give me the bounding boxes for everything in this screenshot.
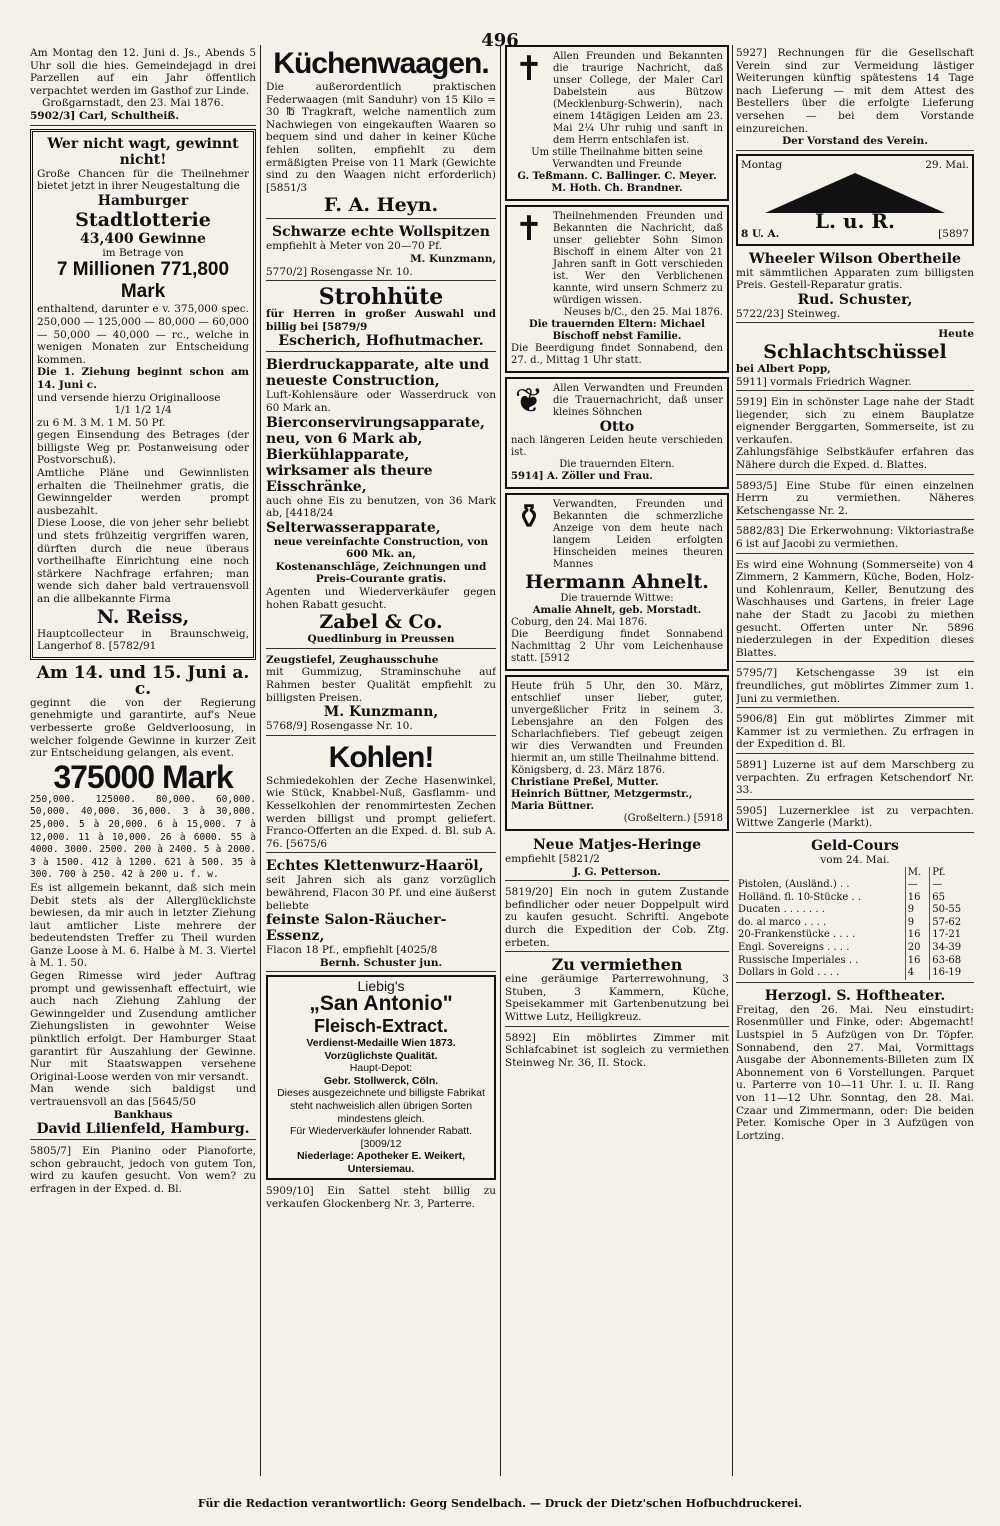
obit-text: Die Beerdigung findet Sonnabend Nachmittag 2 Uhr vom Leichenhause statt. [5912 <box>511 629 723 664</box>
kurs-cell: 4 <box>905 967 929 980</box>
kurs-cell: — <box>932 879 943 891</box>
lur-time: 8 U. A. <box>741 227 780 240</box>
column-rule <box>260 45 261 1476</box>
ad-firm: Bernh. Schuster jun. <box>319 956 443 969</box>
ad-signature: Der Vorstand des Verein. <box>782 135 928 148</box>
lotto-text: gegen Einsendung des Betrages (der billigste Weg pr. Postanweisung oder Postvorschuß). <box>37 429 249 467</box>
obit-text: Die trauernde Wittwe: <box>560 593 674 604</box>
kurs-row <box>736 942 974 955</box>
ad-signature: 5902/3] Carl, Schultheiß. <box>30 109 179 122</box>
ad-depot-label: Haupt-Depot: <box>349 1062 413 1075</box>
ad-text: empfiehlt à Meter von 20—70 Pf. <box>266 240 442 253</box>
kurs-cell: 50-55 <box>932 904 962 916</box>
obituary-bischoff <box>505 205 729 373</box>
kurs-col-header: Pf. <box>932 866 946 878</box>
kurs-cell: 63-68 <box>932 954 962 966</box>
obit-signers: Die trauernden Eltern: Michael Bischoff nebst Familie. <box>529 319 705 342</box>
obit-name: Otto <box>599 419 635 435</box>
ad-haaroel <box>266 856 496 972</box>
column-4 <box>736 45 974 1476</box>
cross-icon: ✝ <box>514 209 544 249</box>
ad-text: 5893/5] Eine Stube für einen einzelnen Herrn zu vermiethen. Näheres Ketschengasse Nr. 2. <box>736 479 974 517</box>
ad-niederlage: Niederlage: Apotheker E. Weikert, Untersiemau. <box>296 1150 466 1175</box>
ad-bierapparate <box>266 355 496 649</box>
ad-text: 5882/83] Die Erkerwohnung: Viktoriastraße 6 ist auf Jacobi zu vermiethen. <box>736 525 974 551</box>
ad-firm: David Lilienfeld, Hamburg. <box>36 1121 250 1138</box>
ad-stube <box>736 478 974 521</box>
ad-text: neue vereinfachte Construction, von 600 Mk. an, <box>273 535 489 561</box>
ad-vermiethen <box>505 955 729 1026</box>
ad-kuechenwaagen <box>266 45 496 219</box>
ad-luzernerklee <box>736 803 974 833</box>
lotto-betrag: im Betrage von <box>102 246 184 259</box>
ad-text: Freitag, den 26. Mai. Neu einstudirt: Rosenmüller und Finke, oder: Abgemacht! Lustspiel in 5 Aufzügen von Dr. Töpfer. Sonnabend, den 27. Mai, Vormittags Ausgabe der Abonnements-Billeten zum IX Abonnement von 6 Vorstellungen. Parquet u. Parterre von 10—11 Uhr. I. u. II. Rang von 11—12 Uhr. Sonntag, den 28. Mai. Czaar und Zimmermann, oder: Die beiden Peter. Komische Oper in 3 Aufzügen von Lortzing. <box>736 1003 974 1142</box>
ad-text: empfiehlt [5821/2 <box>505 853 600 865</box>
ad-schlachtschuessel <box>736 326 974 391</box>
ad-text: Heute <box>938 328 974 341</box>
obit-text: Um stille Theilnahme bitten seine Verwandten und Freunde <box>531 147 703 170</box>
obit-text: Verwandten, Freunden und Bekannten die schmerzliche Anzeige von dem heute nach langem Leiden erfolgten Hinscheiden meines theuren Mannes <box>553 499 723 570</box>
obit-text: (Großeltern.) [5918 <box>623 813 723 824</box>
ad-line: Bierkühlapparate, wirksamer als theure Eisschränke, <box>266 446 433 495</box>
ad-text: 5805/7] Ein Pianino oder Pianoforte, schon gebraucht, jedoch von gutem Ton, wird zu kaufen gesucht. Von wem? zu erfragen in der Exped. d. Bl. <box>30 1145 256 1195</box>
lotto-headline: Wer nicht wagt, gewinnt nicht! <box>47 135 239 168</box>
ad-firm: M. Kunzmann, <box>410 252 496 265</box>
ad-text: 5891] Luzerne ist auf dem Marschberg zu verpachten. Zu erfragen Ketschendorf Nr. 33. <box>736 758 974 797</box>
kurs-cell: 16 <box>905 892 929 905</box>
ad-text: 5905] Luzernerklee ist zu verpachten. Wittwe Zangerle (Markt). <box>736 804 974 830</box>
lotto-firm: N. Reiss, <box>96 605 190 628</box>
ad-lur <box>736 154 974 246</box>
lotto-millionen: 7 Millionen 771,800 Mark <box>56 259 230 303</box>
kurs-cell: Holländ. fl. 10-Stücke . . <box>736 892 905 905</box>
ad-doppelpult <box>505 884 729 952</box>
obituary-fritz <box>505 675 729 831</box>
ad-line: Selterwasserapparate, <box>266 519 441 536</box>
ad-text: 5919] Ein in schönster Lage nahe der Stadt liegender, sich zu einem Bauplatze eignender Berggarten, Sommerseite, ist zu verkaufen. <box>736 396 974 446</box>
ad-line: Bierconservirungsapparate, neu, von 6 Mark ab, <box>266 414 485 447</box>
lotto-gewinne: 43,400 Gewinne <box>80 230 206 247</box>
ad-wohnung-gesucht <box>736 557 974 663</box>
ad-firm: M. Kunzmann, <box>323 704 439 721</box>
lotto-ziehung: Die 1. Ziehung beginnt schon am 14. Juni c. <box>37 366 249 391</box>
ad-text: Kostenanschläge, Zeichnungen und Preis-Courante gratis. <box>275 560 487 586</box>
obit-date: Königsberg, d. 23. März 1876. <box>511 765 666 776</box>
obit-date: Neuses b/C., den 25. Mai 1876. <box>563 307 723 318</box>
kurs-headline: Geld-Cours <box>811 837 899 854</box>
ad-headline: Zu vermiethen <box>551 955 683 975</box>
ad-city: Quedlinburg in Preussen <box>307 633 455 646</box>
ad-firm: Escherich, Hofhutmacher. <box>278 333 484 350</box>
kurs-cell: Dollars in Gold . . . . <box>736 967 905 980</box>
lur-name: L. u. R. <box>814 209 896 234</box>
ad-place: Großgarnstadt, den 23. Mai 1876. <box>42 97 224 110</box>
kurs-cell: 57-62 <box>932 916 962 928</box>
lotto-text: Amtliche Pläne und Gewinnlisten erhalten die Theilnehmer gratis, die Gewinngelder werden prompt ausbezahlt. <box>37 467 249 517</box>
lotto-prices: zu 6 M. 3 M. 1 M. 50 Pf. <box>37 416 166 429</box>
ad-firm: F. A. Heyn. <box>323 194 439 217</box>
ad-big-amount: 375000 Mark <box>53 758 233 795</box>
ad-headline: Schwarze echte Wollspitzen <box>272 224 490 241</box>
ad-headline: Strohhüte <box>318 284 444 311</box>
ad-text: Schmiedekohlen der Zeche Hasenwinkel, wie Stück, Knabbel-Nuß, Gasflamm- und Kesselkohlen der renommirtesten Zechen werden billigst und prompt geliefert. Franco-Offerten an die Exped. d. Bl. sub A. 76. [5675/6 <box>266 774 496 850</box>
ad-text: mit Gummizug, Straminschuhe auf Rahmen bester Qualität empfiehlt zu billigsten Preisen. <box>266 666 496 704</box>
ad-product: Fleisch-Extract. <box>313 1015 449 1036</box>
kurs-cell: — <box>905 879 929 892</box>
ad-luzerne <box>736 757 974 800</box>
obit-text: Heute früh 5 Uhr, den 30. März, entschlief unser lieber, guter, unvergeßlicher Fritz in seinem 3. Lebensjahre an den Folgen des Scharlachfiebers. Tief gebeugt zeigen wir dies Verwandten und Freunden hiermit an, um stille Theilnahme bittend. <box>511 681 723 764</box>
ad-text: geginnt die von der Regierung genehmigte und garantirte, auf's Neue verbesserte große Geldverloosung, in welcher folgende Gewinne in kurzer Zeit zur Entscheidung gelangen, als event. <box>30 696 256 760</box>
obit-text: Allen Verwandten und Freunden die Trauernachricht, daß unser kleines Söhnchen <box>553 383 723 418</box>
ad-wollspitzen <box>266 222 496 281</box>
ad-moebl-zimmer <box>505 1030 729 1072</box>
obit-signers: Amalie Ahnelt, geb. Morstadt. <box>532 605 702 616</box>
obit-text: Die trauernden Eltern. <box>559 459 675 470</box>
ad-wheeler <box>736 249 974 324</box>
gravestone-icon: ⚱ <box>514 497 544 537</box>
ad-text: eine geräumige Parterrewohnung, 3 Stuben, 3 Kammern, Küche, Speisekammer mit Gartenbenutzung bei Wittwe Lutz, Heiligkreuz. <box>505 973 729 1023</box>
ad-text: Zahlungsfähige Selbstkäufer erfahren das Nähere durch die Exped. d. Blattes. <box>736 446 974 472</box>
obit-signers: 5914] A. Zöller und Frau. <box>511 471 653 482</box>
obit-text: Allen Freunden und Bekannten die traurige Nachricht, daß unser College, der Maler Carl Dabelstein aus Bützow (Mecklenburg-Schwerin), nach einem 14tägigen Leiden am 23. Mai 2¼ Uhr ruhig und sanft in dem Herrn entschlafen ist. <box>553 51 723 146</box>
kurs-row <box>736 917 974 930</box>
ad-quality: Vorzüglichste Qualität. <box>324 1049 438 1062</box>
kurs-cell: 16-19 <box>932 967 962 979</box>
ad-zimmer-1 <box>736 665 974 708</box>
ad-headline: Zeugstiefel, Zeughausschuhe <box>266 653 439 666</box>
ad-medal: Verdienst-Medaille Wien 1873. <box>306 1036 456 1049</box>
lotto-intro: Große Chancen für die Theilnehmer bietet jetzt in ihrer Neugestaltung die <box>37 167 249 193</box>
ad-brand: Liebig's <box>357 978 405 995</box>
column-rule <box>732 45 733 1476</box>
ad-headline: Wheeler Wilson Obertheile <box>749 250 961 267</box>
kurs-cell: do. al marco . . . . <box>736 917 905 930</box>
kurs-cell: 20-Frankenstücke . . . . <box>736 929 905 942</box>
obit-date: Coburg, den 24. Mai 1876. <box>511 617 648 628</box>
lotto-title: Stadtlotterie <box>75 208 211 231</box>
ad-text: 5819/20] Ein noch in gutem Zustande befindlicher oder neuer Doppelpult wird zu kaufen gesucht. Schriftl. Angebote durch die Expedition der Cob. Ztg. erbeten. <box>505 886 729 949</box>
ad-bank: Bankhaus <box>113 1108 173 1121</box>
ad-text: 5906/8] Ein gut möblirtes Zimmer mit Kammer ist zu vermiethen. Zu erfragen in der Expedition d. Bl. <box>736 713 974 751</box>
obituary-dabelstein <box>505 45 729 201</box>
obit-text: Theilnehmenden Freunden und Bekannten die Nachricht, daß unser geliebter Sohn Simon Bischoff in einem Alter von 21 Jahren sanft in Gott verschieden ist. Wer den Verblichenen kannte, wird unsern Schmerz zu würdigen wissen. <box>553 211 723 306</box>
ad-stadtlotterie <box>30 129 256 660</box>
ad-zeugstiefel <box>266 652 496 736</box>
obit-signers: G. Teßmann. C. Ballinger. C. Meyer. M. Hoth. Ch. Brandner. <box>517 171 717 194</box>
kurs-cell: 16 <box>905 955 929 968</box>
ad-rechnungen <box>736 45 974 151</box>
lur-day: Montag <box>741 158 783 171</box>
ad-text: auch ohne Eis zu benutzen, von 36 Mark ab, [4418/24 <box>266 494 496 520</box>
kurs-row <box>736 955 974 968</box>
column-2 <box>266 45 496 1476</box>
ad-text: 5795/7] Ketschengasse 39 ist ein freundliches, gut möblirtes Zimmer zum 1. Juni zu vermiethen. <box>736 667 974 705</box>
kurs-cell: Engl. Sovereigns . . . . <box>736 942 905 955</box>
ad-headline: Echtes Klettenwurz-Haaröl, <box>266 858 484 875</box>
ad-kohlen <box>266 739 496 854</box>
ad-liebig <box>266 975 496 1180</box>
ad-text: mit sämmtlichen Apparaten zum billigsten Preis. Gestell-Reparatur gratis. <box>736 266 974 292</box>
ad-headline: Am 14. und 15. Juni a. c. <box>36 662 250 699</box>
ad-text: Es ist allgemein bekannt, daß sich mein Debit stets als der Allerglücklichste bewiesen, da mir auch in letzter Ziehung laut amtlicher Liste mehrere der bedeutendsten Treffer zu Theil wurden Ganze Loose à M. 6. Halbe à M. 3. Viertel à M. 1. 50. <box>30 881 256 970</box>
ad-sattel <box>266 1183 496 1212</box>
ad-address: 5722/23] Steinweg. <box>736 307 841 320</box>
kurs-cell: 9 <box>905 904 929 917</box>
ad-text: Flacon 18 Pf., empfiehlt [4025/8 <box>266 944 438 957</box>
ad-firm: J. G. Petterson. <box>573 865 661 878</box>
obit-signers: Maria Büttner. <box>511 801 595 812</box>
ad-line: Bierdruckapparate, alte und neueste Construction, <box>266 357 490 390</box>
kurs-cell: 65 <box>932 891 945 903</box>
lur-ref: [5897 <box>938 227 969 240</box>
ad-geldverloosung <box>30 663 256 1140</box>
lotto-text: enthaltend, darunter e v. 375,000 spec. 250,000 — 125,000 — 80,000 — 60,000 — 50,000 — 40,000 — rc., welche in wenigen Monaten zur Entscheidung kommen. <box>37 303 249 366</box>
ad-text: Luft-Kohlensäure oder Wasserdruck von 60 Mark an. <box>266 389 496 414</box>
obit-signers: Christiane Preßel, Mutter. <box>511 777 659 788</box>
column-rule <box>500 45 501 1476</box>
ad-erkerwohnung <box>736 523 974 553</box>
lotto-text: und versende hierzu Originalloose <box>37 391 221 404</box>
lotto-fractions: 1/1 1/2 1/4 <box>114 404 172 417</box>
ad-matjes <box>505 835 729 881</box>
obit-signers: Heinrich Büttner, Metzgermstr., <box>511 789 693 800</box>
imprint-footer: Für die Redaction verantwortlich: Georg Sendelbach. — Druck der Dietz'schen Hofbuchdruckerei. <box>197 1497 803 1510</box>
ad-berggarten <box>736 394 974 475</box>
kurs-row <box>736 892 974 905</box>
ad-text: 5927] Rechnungen für die Gesellschaft Verein sind zur Vermeidung lästiger Weiterungen künftig spätestens 14 Tage nach Lieferung — mit dem Attest des Bestellers über die erfolgte Lieferung versehen — bei dem Vorstande einzureichen. <box>736 47 974 135</box>
ad-text: für Herren in großer Auswahl und billig bei [5879/9 <box>266 308 496 333</box>
cross-icon: ✝ <box>514 49 544 89</box>
kurs-row <box>736 967 974 980</box>
ad-address: 5768/9] Rosengasse Nr. 10. <box>266 720 413 733</box>
obit-text: nach längeren Leiden heute verschieden ist. <box>511 435 723 458</box>
kurs-cell: Pistolen, (Ausländ.) . . <box>736 879 905 892</box>
kurs-cell: 20 <box>905 942 929 955</box>
ad-address: 5770/2] Rosengasse Nr. 10. <box>266 265 413 278</box>
ad-text: Man wende sich baldigst und vertrauensvoll an das [5645/50 <box>30 1083 256 1108</box>
kurs-cell: 9 <box>905 917 929 930</box>
ad-depot: Gebr. Stollwerck, Cöln. <box>323 1074 439 1087</box>
ad-hoftheater <box>736 986 974 1145</box>
kurs-cell: 34-39 <box>932 942 962 954</box>
column-1 <box>30 45 256 1476</box>
ad-text: Gegen Rimesse wird jeder Auftrag prompt und gewissenhaft effectuirt, wie auch nach Ziehung Zahlung der Gewinngelder und Zusendung amtlicher Ziehungslisten in gewohnter Weise pünktlich erfolgt. Der Hamburger Staat garantirt für Auszahlung der Gewinne. Nur mit Staatswappen versehene Original-Loose werden von mir versandt. <box>30 970 256 1083</box>
ad-text: Dieses ausgezeichnete und billigste Fabrikat steht nachweislich allen übrigen Sorten mindestens gleich. <box>277 1087 485 1125</box>
ad-text: 5892] Ein möblirtes Zimmer mit Schlafcabinet ist sogleich zu vermiethen Steinweg Nr. 36, II. Stock. <box>505 1031 729 1069</box>
ad-text: Am Montag den 12. Juni d. Js., Abends 5 Uhr soll die hies. Gemeindejagd in drei Parzellen auf ein Jahr öffentlich verpachtet werden im Gasthof zur Linde. <box>30 47 256 97</box>
weeping-willow-icon: ❦ <box>514 381 544 421</box>
ad-headline: Schlachtschüssel <box>763 340 947 363</box>
ad-headline: Herzogl. S. Hoftheater. <box>764 987 946 1004</box>
kurs-row <box>736 879 974 892</box>
lotto-address: Hauptcollecteur in Braunschweig, Langerhof 8. [5782/91 <box>37 627 249 653</box>
kurs-cell: 17-21 <box>932 929 962 941</box>
ad-prize-list: 250,000. 125000. 80,000. 60,000. 50,000. 40,000. 36,000. 3 à 30,000. 25,000. 5 à 20,000. 6 à 15,000. 7 à 12,000. 11 à 10,000. 26 à 6000. 55 à 4000. 3000. 2500. 200 à 2400. 5 à 2000. 3 à 1500. 412 à 1200. 621 à 500. 35 à 300. 700 à 250. 42 à 200 u. f. w. <box>30 793 256 881</box>
lur-date: 29. Mai. <box>925 158 969 171</box>
obituary-ahnelt <box>505 493 729 671</box>
page-number: 496 <box>481 30 519 51</box>
ad-text: Agenten und Wiederverkäufer gegen hohen Rabatt gesucht. <box>266 586 496 611</box>
ad-gemeindejagd <box>30 45 256 126</box>
geld-cours <box>736 836 974 983</box>
kurs-date: vom 24. Mai. <box>820 853 890 866</box>
obituary-otto <box>505 377 729 489</box>
ad-headline: feinste Salon-Räucher-Essenz, <box>266 912 447 945</box>
ad-firm: Zabel & Co. <box>319 611 443 634</box>
obit-text: Die Beerdigung findet Sonnabend, den 27. d., Mittag 1 Uhr statt. <box>511 343 723 366</box>
ad-zimmer-2 <box>736 711 974 754</box>
kurs-cell: 16 <box>905 929 929 942</box>
lotto-hamburger: Hamburger <box>97 192 189 209</box>
ad-headline: Neue Matjes-Heringe <box>532 837 702 853</box>
ad-strohhuete <box>266 284 496 352</box>
ad-pianino <box>30 1143 256 1197</box>
ad-headline: Kohlen! <box>328 740 434 774</box>
kurs-cell: Russische Imperiales . . <box>736 955 905 968</box>
ad-text: seit Jahren sich als ganz vorzüglich bewährend, Flacon 30 Pf. und eine äußerst beliebte <box>266 874 496 912</box>
column-3 <box>505 45 729 1476</box>
lotto-text: Diese Loose, die von jeher sehr beliebt und stets frühzeitig vergriffen waren, dürften durch die neue überaus vortheilhafte Einrichtung eine noch stärkere Nachfrage erfahren; man wende sich daher bald vertrauensvoll an die allbekannte Firma <box>37 517 249 605</box>
kurs-table <box>736 867 974 980</box>
ad-text: 5909/10] Ein Sattel steht billig zu verkaufen Glockenberg Nr. 3, Parterre. <box>266 1185 496 1211</box>
ad-text: Die außerordentlich praktischen Federwaagen (mit Sanduhr) von 15 Kilo = 30 ℔ Tragkraft, welche namentlich zum Nachwiegen von eingekauften Waaren so bequem sind und daher in keiner Küche fehlen sollten, empfiehlt zu dem ermäßigten Preise von 11 Mark (Gewichte sind zu den Waagen nicht erforderlich) [5851/3 <box>266 81 496 194</box>
ad-text: Für Wiederverkäufer lohnender Rabatt. [3009/12 <box>289 1125 473 1150</box>
ad-brand-name: „San Antonio" <box>309 991 453 1015</box>
ad-firm: bei Albert Popp, <box>736 362 831 375</box>
ad-text: 5911] vormals Friedrich Wagner. <box>736 375 912 388</box>
kurs-row <box>736 904 974 917</box>
kurs-cell: Ducaten . . . . . . . <box>736 904 905 917</box>
kurs-row <box>736 929 974 942</box>
ad-text: Es wird eine Wohnung (Sommerseite) von 4 Zimmern, 2 Kammern, Küche, Boden, Holz- und Kohlenraum, Keller, Benutzung des Waschhauses und Gartens, in freier Lage nahe der Stadt zu Jacobi zu miethen gesucht. Offerten unter Nr. 5896 niederzulegen in der Expedition dieses Blattes. <box>736 558 974 659</box>
triangle-icon <box>765 173 945 213</box>
kurs-col-header: M. <box>905 867 929 880</box>
ad-firm: Rud. Schuster, <box>797 291 913 308</box>
obit-name: Hermann Ahnelt. <box>525 571 709 593</box>
ad-headline: Küchenwaagen. <box>273 47 489 80</box>
